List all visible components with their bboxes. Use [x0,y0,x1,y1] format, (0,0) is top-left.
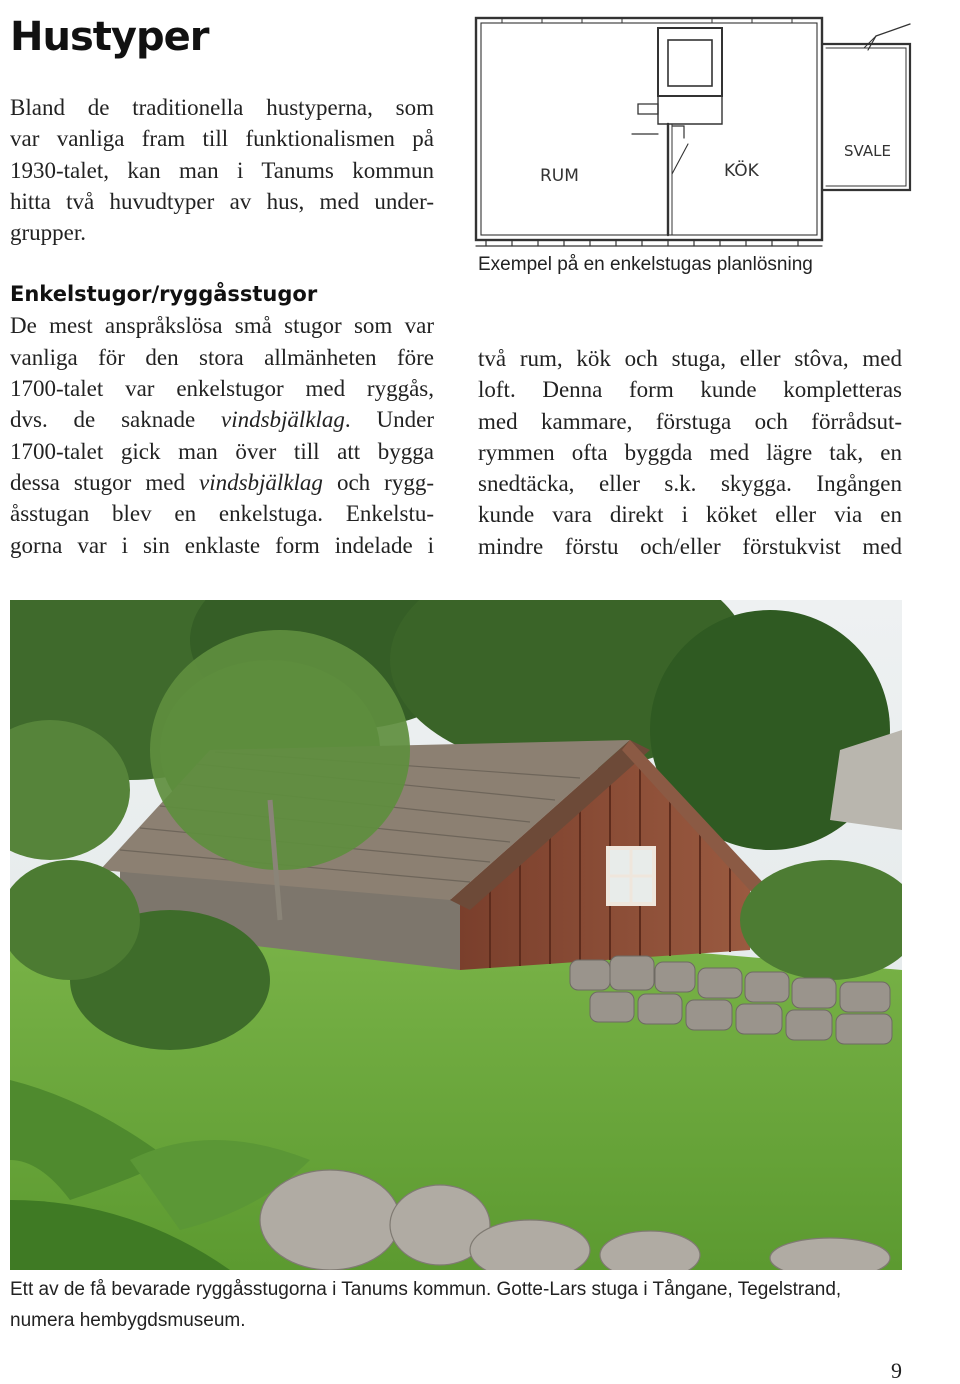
body-line: vanliga för den stora allmänheten före [10,344,434,370]
body-line: loft. Denna form kunde kompletteras [478,377,902,403]
body-text: . Under [344,407,434,433]
italic-term: vindsbjälklag [198,469,323,495]
intro-line: grupper. [10,220,87,246]
body-line: åsstugan blev en enkelstuga. Enkelstu- [10,501,434,527]
body-line: med kammare, förstuga och förrådsut- [478,408,902,434]
body-line: snedtäcka, eller s.k. skygga. Ingången [478,471,902,497]
body-line: rymmen ofta byggda med lägre tak, en [478,439,902,465]
body-text: dvs. de saknade [10,407,221,433]
intro-line: Bland de traditionella hustyperna, som [10,95,434,120]
page-number: 9 [891,1358,902,1383]
right-column [478,343,902,562]
left-column [10,92,434,561]
plan-label-svale: SVALE [844,142,891,160]
body-text: och rygg- [322,469,434,495]
body-line [10,404,434,435]
body-line: kunde vara direkt i köket eller via en [478,502,902,528]
body-line: De mest anspråkslösa små stugor som var [10,313,434,339]
page-title: Hustyper [10,14,209,60]
body-line [10,467,434,498]
plan-label-rum: RUM [540,166,579,186]
body-line: 1700-talet gick man över till att bygga [10,438,434,464]
body-line: två rum, kök och stuga, eller stôva, med [478,346,902,371]
body-line: 1700-talet var enkelstugor med ryggås, [10,376,434,402]
cottage-photo [10,600,902,1270]
intro-line: 1930-talet, kan man i Tanums kommun [10,157,434,183]
italic-term: vindsbjälklag [220,407,345,433]
section-subheading: Enkelstugor/ryggåsstugor [10,282,318,307]
body-line: gorna var i sin enklaste form indelade i [10,532,434,558]
intro-line: hitta två huvudtyper av hus, med under- [10,188,434,214]
floor-plan-caption: Exempel på en enkelstugas planlösning [478,254,813,275]
floor-plan-drawing [472,14,916,250]
body-text: dessa stugor med [10,469,199,495]
plan-label-kok: KÖK [724,161,759,181]
intro-line: var vanliga fram till funktionalismen på [10,126,434,152]
photo-caption: Ett av de få bevarade ryggåsstugorna i Tanums kommun. Gotte-Lars stuga i Tångane, Tegelstrand, numera hembygdsmuseum. [10,1279,842,1331]
body-line: mindre förstu och/eller förstukvist med [478,533,902,559]
